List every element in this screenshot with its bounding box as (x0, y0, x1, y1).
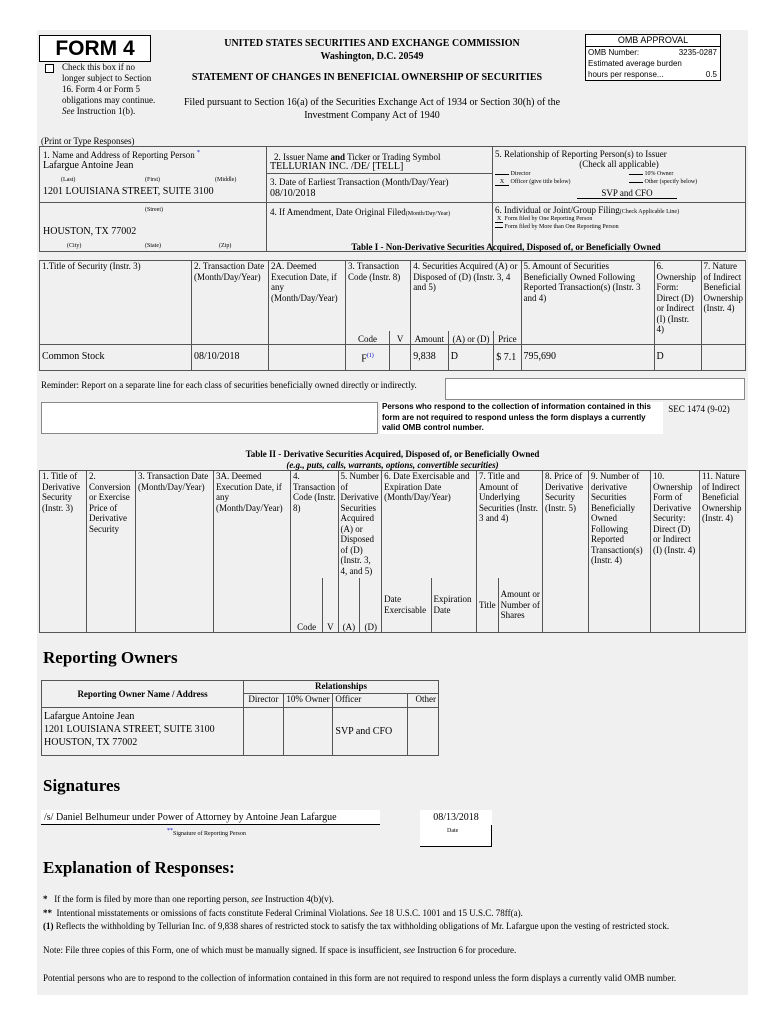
reminder: Reminder: Report on a separate line for each class of securities beneficially owned directly or indirectly. (41, 380, 417, 390)
table1-h3: 3. Transaction Code (Instr. 8) (346, 261, 411, 331)
table2-h8: 8. Price of Derivative Security (Instr. 5) (543, 471, 589, 633)
street-label: (Street) (145, 207, 163, 213)
table2-h3: 3. Transaction Date (Month/Day/Year) (136, 471, 214, 633)
check-box-label (62, 62, 157, 117)
owner-name: Lafargue Antoine Jean (44, 711, 135, 722)
officer-option[interactable] (495, 179, 571, 186)
divider (492, 146, 493, 252)
reporting-owners-heading: Reporting Owners (43, 648, 178, 667)
reporting-person-label (43, 150, 200, 160)
row-code (346, 345, 390, 371)
table2-h2: 2. Conversion or Exercise Price of Derivative Security (87, 471, 136, 633)
officer-title: SVP and CFO (577, 188, 677, 199)
table2 (39, 470, 746, 633)
table2-sub-title: Title (476, 578, 498, 633)
signature-date: 08/13/2018 (420, 810, 492, 826)
filed-pursuant-2: Investment Company Act of 1940 (304, 110, 440, 121)
explanation-heading: Explanation of Responses: (43, 858, 235, 877)
print-type: (Print or Type Responses) (41, 136, 135, 146)
row-form: D (654, 345, 701, 371)
reporting-person-name: Lafargue Antoine Jean (43, 160, 134, 171)
date-label: Date (447, 828, 459, 834)
owner-col-ten-pct: 10% Owner (283, 694, 333, 708)
city-label: (City) (67, 243, 82, 249)
signature-footnote-link[interactable]: ** (167, 828, 173, 834)
table1-h2: 2. Transaction Date (Month/Day/Year) (192, 261, 269, 345)
joint-filing-label-small: (Check Applicable Line) (619, 209, 680, 215)
owner-col-director: Director (244, 694, 284, 708)
no-longer-subject-checkbox[interactable] (45, 64, 54, 73)
table2-title: Table II - Derivative Securities Acquired, Disposed of, or Beneficially Owned (245, 449, 540, 459)
check-box-see: See (62, 106, 75, 116)
row-price: $ 7.1 (494, 345, 521, 371)
omb-burden-2: hours per response... (588, 70, 664, 79)
row-deemed-date (269, 345, 346, 371)
note-see: see (403, 945, 416, 955)
ten-pct-option[interactable] (629, 171, 673, 177)
divider (266, 202, 746, 203)
ten-pct-option-label: 10% Owner (644, 171, 674, 177)
table2-h3a: 3A. Deemed Execution Date, if any (Month/Day/Year) (214, 471, 291, 633)
persons-notice: Persons who respond to the collection of information contained in this form are not required to respond unless the form displays a currently valid OMB control number. (380, 402, 663, 434)
note2-rest: 18 U.S.C. 1001 and 15 U.S.C. 78ff(a). (384, 908, 523, 918)
owner-name-address (42, 708, 244, 756)
multi-person-label: Form filed by More than One Reporting Person (504, 224, 619, 230)
table1-sub-v: V (390, 331, 411, 345)
table-row (42, 708, 439, 756)
note2-text: Intentional misstatements or omissions of facts constitute Federal Criminal Violations. (56, 908, 368, 918)
explanation-note-2 (43, 908, 743, 918)
note2-mark: ** (43, 908, 52, 918)
owner-ten-pct (283, 708, 333, 756)
note3-text: Reflects the withholding by Tellurian Inc. of 9,838 shares of restricted stock to satisfy the tax withholding obligations of Mr. Lafargue upon the vesting of restricted stock. (55, 921, 670, 931)
omb-title: OMB APPROVAL (586, 35, 720, 47)
blank-box (445, 378, 745, 400)
table2-sub-exercisable: Date Exercisable (382, 578, 431, 633)
table1-sub-amount: Amount (411, 331, 449, 345)
row-aord: D (448, 345, 494, 371)
divider (266, 146, 267, 252)
table-row (40, 345, 746, 371)
note2-see: See (370, 908, 383, 918)
table1-sub-aord: (A) or (D) (448, 331, 494, 345)
one-person-mark: X (496, 216, 502, 222)
signature-label-text: Signature of Reporting Person (173, 831, 246, 837)
issuer-label-and: and (330, 152, 345, 162)
table1-h7: 7. Nature of Indirect Beneficial Ownership (Instr. 4) (701, 261, 746, 345)
table2-sub-a: (A) (338, 578, 360, 633)
row-v (390, 345, 411, 371)
zip-label: (Zip) (219, 243, 232, 249)
table1-h5: 5. Amount of Securities Beneficially Owned Following Reported Transaction(s) (Instr. 3 and 4) (521, 261, 654, 345)
owner-col-other: Other (407, 694, 439, 708)
row-code-value: F (361, 352, 367, 364)
omb-burden-1: Estimated average burden (588, 59, 682, 68)
omb-number-row (586, 47, 720, 58)
table1-h1: 1.Title of Security (Instr. 3) (40, 261, 192, 345)
table1-h2a: 2A. Deemed Execution Date, if any (Month/Day/Year) (269, 261, 346, 345)
one-person-label: Form filed by One Reporting Person (504, 216, 593, 222)
table1-h6: 6. Ownership Form: Direct (D) or Indirect (I) (Instr. 4) (654, 261, 701, 345)
table2-sub-code: Code (291, 578, 323, 633)
officer-mark: X (495, 179, 509, 186)
owner-col-name: Reporting Owner Name / Address (42, 681, 244, 708)
table2-h9: 9. Number of derivative Securities Beneficially Owned Following Reported Transaction(s) (Instr. 4) (589, 471, 651, 633)
director-option[interactable] (495, 171, 531, 177)
statement-title: STATEMENT OF CHANGES IN BENEFICIAL OWNERSHIP OF SECURITIES (191, 72, 543, 83)
table2-h7: 7. Title and Amount of Underlying Securities (Instr. 3 and 4) (476, 471, 542, 578)
owner-city: HOUSTON, TX 77002 (44, 737, 138, 748)
officer-option-label: Officer (give title below) (510, 179, 571, 185)
reporting-person-city: HOUSTON, TX 77002 (43, 226, 137, 237)
blank-box (41, 402, 378, 434)
owner-relationships: Relationships (244, 681, 439, 694)
amendment-label-small: (Month/Day/Year) (405, 211, 451, 217)
joint-filing-label-text: 6. Individual or Joint/Group Filing (495, 205, 620, 215)
footnote-link[interactable]: (1) (366, 352, 374, 359)
note1-mark: * (43, 894, 48, 904)
earliest-date: 08/10/2018 (270, 188, 316, 199)
omb-number: 3235-0287 (678, 48, 717, 57)
agency-address: Washington, D.C. 20549 (320, 51, 424, 62)
issuer-name: TELLURIAN INC. /DE/ [TELL] (270, 161, 404, 172)
row-nature (701, 345, 746, 371)
owner-other (407, 708, 439, 756)
signatures-heading: Signatures (43, 776, 121, 795)
relationship-sub: (Check all applicable) (579, 159, 659, 169)
last-label: (Last) (61, 177, 76, 183)
relationship-label: 5. Relationship of Reporting Person(s) to Issuer (495, 149, 667, 159)
table2-h5: 5. Number of Derivative Securities Acquired (A) or Disposed of (D) (Instr. 3, 4, and 5) (338, 471, 382, 578)
omb-approval-box (585, 34, 721, 81)
form-page (37, 30, 748, 995)
owner-officer: SVP and CFO (333, 708, 407, 756)
check-box-text: Check this box if no longer subject to Section 16. Form 4 or Form 5 obligations may continue. (62, 62, 156, 105)
table2-h4: 4. Transaction Code (Instr. 8) (291, 471, 339, 578)
form-title: FORM 4 (39, 35, 151, 62)
owner-director (244, 708, 284, 756)
signature-value: /s/ Daniel Belhumeur under Power of Attorney by Antoine Jean Lafargue (41, 810, 380, 825)
joint-filing-label (495, 205, 679, 215)
earliest-date-label: 3. Date of Earliest Transaction (Month/Day/Year) (270, 177, 449, 187)
note1-text: If the form is filed by more than one reporting person, (54, 894, 249, 904)
note-rest: Instruction 6 for procedure. (417, 945, 517, 955)
table2-subtitle: (e.g., puts, calls, warrants, options, convertible securities) (286, 460, 499, 470)
table2-sub-amount: Amount or Number of Shares (498, 578, 542, 633)
middle-label: (Middle) (215, 177, 237, 183)
multi-person-option[interactable] (495, 224, 619, 230)
note-text: Note: File three copies of this Form, one of which must be manually signed. If space is insufficient, (43, 945, 402, 955)
star-footnote-link[interactable]: * (196, 150, 200, 156)
amendment-label (270, 207, 450, 217)
row-date: 08/10/2018 (192, 345, 269, 371)
table1-sub-price: Price (494, 331, 521, 345)
explanation-note-1 (43, 894, 743, 904)
state-label: (State) (145, 243, 161, 249)
reporting-owners-table (41, 680, 439, 756)
director-option-label: Director (510, 171, 531, 177)
table1 (39, 260, 746, 371)
divider (266, 173, 492, 174)
note3-mark: (1) (43, 921, 54, 931)
filed-pursuant-1: Filed pursuant to Section 16(a) of the Securities Exchange Act of 1934 or Section 30(h) of the (183, 97, 561, 108)
table1-h4: 4. Securities Acquired (A) or Disposed of (D) (Instr. 3, 4 and 5) (411, 261, 521, 331)
table1-title: Table I - Non-Derivative Securities Acquired, Disposed of, or Beneficially Owned (351, 242, 661, 252)
table2-sub-d: (D) (360, 578, 382, 633)
issuer-label-pre: 2. Issuer Name (274, 152, 329, 162)
row-security: Common Stock (40, 345, 192, 371)
divider (39, 202, 266, 203)
owner-street: 1201 LOUISIANA STREET, SUITE 3100 (44, 724, 215, 735)
potential-persons-notice: Potential persons who are to respond to the collection of information contained in this form are not required to respond unless the form displays a currently valid OMB number. (43, 973, 677, 983)
one-person-option[interactable] (495, 216, 592, 223)
other-option-label: Other (specify below) (644, 179, 698, 185)
omb-burden-row (586, 69, 720, 80)
reporting-person-label-text: 1. Name and Address of Reporting Person (43, 150, 195, 160)
first-label: (First) (145, 177, 160, 183)
row-owned: 795,690 (521, 345, 654, 371)
issuer-label-post: Ticker or Trading Symbol (347, 152, 441, 162)
table2-h11: 11. Nature of Indirect Beneficial Ownership (Instr. 4) (700, 471, 746, 633)
note1-rest: Instruction 4(b)(v). (264, 894, 334, 904)
explanation-note-3 (43, 921, 743, 931)
agency-name: UNITED STATES SECURITIES AND EXCHANGE COMMISSION (224, 38, 520, 49)
owner-col-officer: Officer (333, 694, 407, 708)
table1-sub-code: Code (346, 331, 390, 345)
note-three-copies (43, 945, 743, 955)
other-option[interactable] (629, 179, 697, 185)
table2-h1: 1. Title of Derivative Security (Instr. 3) (40, 471, 87, 633)
sec-number: SEC 1474 (9-02) (668, 404, 730, 414)
row-amount: 9,838 (411, 345, 449, 371)
check-box-instruction: Instruction 1(b). (76, 106, 136, 116)
note1-see: see (251, 894, 263, 904)
table2-sub-expiration: Expiration Date (431, 578, 476, 633)
amendment-label-text: 4. If Amendment, Date Original Filed (270, 207, 406, 217)
omb-burden-value: 0.5 (705, 70, 717, 79)
signature-label (167, 828, 246, 837)
reporting-person-street: 1201 LOUISIANA STREET, SUITE 3100 (43, 186, 214, 197)
table2-h10: 10. Ownership Form of Derivative Security: Direct (D) or Indirect (I) (Instr. 4) (651, 471, 700, 633)
table2-sub-v: V (323, 578, 338, 633)
table2-h6: 6. Date Exercisable and Expiration Date (Month/Day/Year) (382, 471, 477, 578)
omb-number-label: OMB Number: (588, 48, 640, 57)
